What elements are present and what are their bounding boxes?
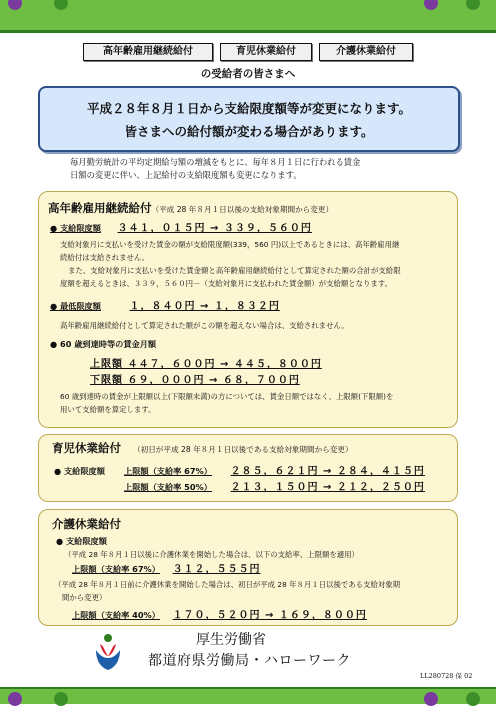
row-values: ２１３，１５０円 → ２１２，２５０円 [230,482,425,493]
decor-dot [424,692,438,706]
header-bar [0,0,496,33]
tag-childcare: 育児休業給付 [220,43,312,61]
nursing-note-2 [54,578,400,604]
intro-line-1: 毎月勤労統計の平均定期給与額の増減をもとに、毎年８月１日に行われる賃金 [70,157,361,167]
title-text: 高年齢雇用継続給付 [48,201,152,215]
title-note: （平成 28 年８月１日以後の支給対象期間から変更） [151,205,334,214]
row-label: 上限額（支給率 40%） [72,610,160,620]
nursing-row-1 [72,563,261,576]
childcare-limit-label: ● 支給限度額 [54,466,105,476]
elderly-wage-note [60,390,393,416]
note-line: 間から変更） [62,593,107,602]
section-childcare-title [52,440,353,456]
title-text: 育児休業給付 [52,441,121,455]
note-line: 続給付は支給されません。 [60,253,150,262]
elderly-min-note: 高年齢雇用継続給付として算定された額がこの額を超えない場合は、支給されません。 [60,321,349,330]
note-line: （平成 28 年８月１日前に介護休業を開始した場合は、初日が平成 28 年８月１日以後である支給対象期 [54,580,401,589]
note-line: 用いて支給額を算定します。 [60,405,156,414]
elderly-wage-label: ● 60 歳到達時等の賃金月額 [50,339,157,349]
nursing-row-2 [72,609,367,622]
elderly-lower: 下限額 ６９，０００円 → ６８，７００円 [90,375,300,386]
elderly-limit-row [50,222,312,235]
row-value: ３１２，５５５円 [172,564,261,575]
note-line: 支給対象月に支払いを受けた賃金の額が支給限度額(339，560 円)以上であるときには、高年齢雇用継 [60,240,400,249]
banner-line-1: 平成２８年８月１日から支給限度額等が変更になります。 [86,101,411,116]
childcare-row-2 [124,481,425,494]
nursing-limit-label: ● 支給限度額 [56,536,107,546]
ministry-name: 厚生労働省 [196,632,266,648]
banner-line-2: 皆さまへの給付額が変わる場合があります。 [124,124,374,139]
office-name: 都道府県労働局・ハローワーク [148,653,351,669]
section-elderly-title [48,200,333,216]
nursing-note-1: （平成 28 年８月１日以後に介護休業を開始した場合は、以下の支給率、上限額を適用） [64,550,359,559]
row-label: 上限額（支給率 67%） [72,564,160,574]
tag-elderly: 高年齢雇用継続給付 [83,43,213,61]
title-note: （初日が平成 28 年８月１日以後である支給対象期間から変更） [133,445,353,454]
elderly-min-row [50,300,280,313]
decor-dot [466,692,480,706]
row-label: 上限額（支給率 67%） [124,466,212,476]
limit-values: ３４１，０１５円 → ３３９，５６０円 [117,223,312,234]
elderly-limit-note [60,238,401,290]
row-label: 上限額（支給率 50%） [124,482,212,492]
section-nursing-title: 介護休業給付 [52,517,121,531]
note-line: 度額を超えるときは、３３９，５６０円－（支給対象月に支払われた賃金額）が支給額となります。 [60,279,392,288]
limit-label: ● 支給限度額 [50,223,101,233]
tag-nursing: 介護休業給付 [319,43,413,61]
row-values: １７０，５２０円 → １６９，８００円 [172,610,367,621]
intro-text [70,156,450,182]
document-code: LL280728 保 02 [420,672,473,680]
note-line: また、支給対象月に支払いを受けた賃金額と高年齢雇用継続給付として算定された額の合計が支給限 [68,266,401,275]
min-label: ● 最低限度額 [50,301,101,311]
min-values: １，８４０円 → １，８３２円 [129,301,280,312]
note-line: 60 歳到達時の賃金が上限額以上(下限額未満)の方については、賃金日額ではなく、上限額(下限額)を [60,392,394,401]
headline-banner [38,86,460,152]
intro-line-2: 日額の変更に伴い、上記給付の支給限度額も変更になります。 [70,170,302,180]
subtitle: の受給者の皆さまへ [200,68,296,80]
footer-bar [0,687,496,704]
decor-dot [54,692,68,706]
childcare-row-1 [124,465,425,478]
elderly-upper: 上限額 ４４７，６００円 → ４４５，８００円 [90,359,322,370]
row-values: ２８５，６２１円 → ２８４，４１５円 [230,466,425,477]
ministry-logo-icon [92,632,124,672]
decor-dot [8,692,22,706]
